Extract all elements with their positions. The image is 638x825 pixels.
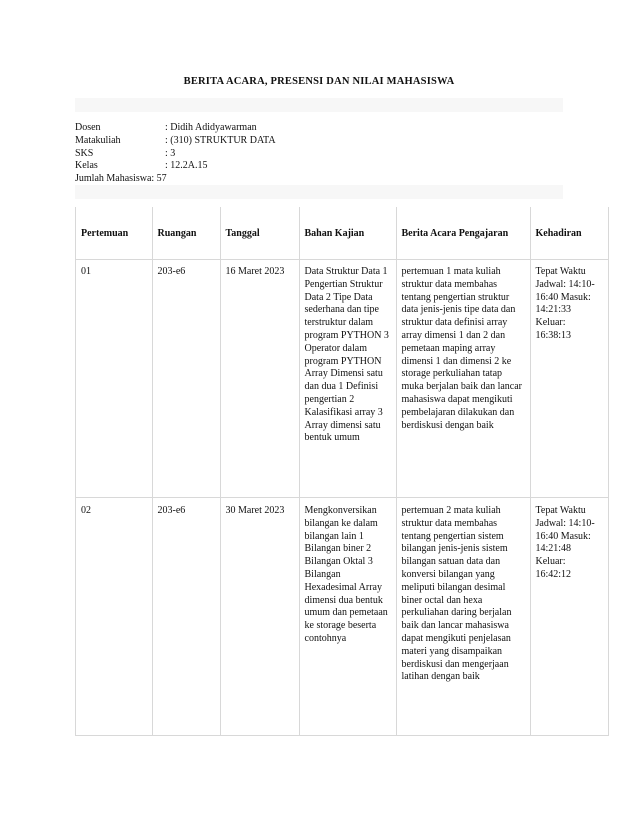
info-row-matakuliah <box>75 135 276 148</box>
info-label: Jumlah Mahasiswa <box>75 173 152 185</box>
cell-ruangan: 203-e6 <box>152 260 220 498</box>
attendance-table-frame <box>75 207 609 736</box>
header-kehadiran: Kehadiran <box>530 207 608 260</box>
shaded-band <box>75 98 563 112</box>
cell-kehadiran: Tepat Waktu Jadwal: 14:10-16:40 Masuk: 14:21:33 Keluar: 16:38:13 <box>530 260 608 498</box>
info-value: : 3 <box>165 147 176 159</box>
cell-bahan-kajian: Data Struktur Data 1 Pengertian Struktur Data 2 Tipe Data sederhana dan tipe terstruktur dalam program PYTHON 3 Operator dalam program PYTHON Array Dimensi satu dan dua 1 Definisi pengertian 2 Kalasifikasi array 3 Array dimensi satu bentuk umum <box>299 260 396 498</box>
info-row-jumlah-mahasiswa <box>75 173 276 186</box>
info-row-kelas <box>75 160 276 173</box>
info-value: : 12.2A.15 <box>165 160 208 172</box>
info-value: : Didih Adidyawarman <box>165 122 257 133</box>
shaded-band <box>75 185 563 199</box>
info-row-dosen <box>75 122 276 135</box>
cell-bahan-kajian: Mengkonversikan bilangan ke dalam bilangan lain 1 Bilangan biner 2 Bilangan Oktal 3 Bilangan Hexadesimal Array dimensi dua bentuk umum dan pemetaan ke storage beserta contohnya <box>299 498 396 736</box>
attendance-table <box>76 207 608 736</box>
page-title: BERITA ACARA, PRESENSI DAN NILAI MAHASISWA <box>183 76 455 87</box>
cell-pertemuan: 01 <box>76 260 152 498</box>
info-value: : 57 <box>151 173 167 185</box>
header-pertemuan: Pertemuan <box>76 207 152 260</box>
table-row <box>76 498 608 736</box>
cell-pertemuan: 02 <box>76 498 152 736</box>
header-bahan-kajian: Bahan Kajian <box>299 207 396 260</box>
table-row <box>76 260 608 498</box>
info-label: Matakuliah <box>75 134 121 146</box>
cell-tanggal: 30 Maret 2023 <box>220 498 299 736</box>
header-berita-acara: Berita Acara Pengajaran <box>396 207 530 260</box>
cell-berita-acara: pertemuan 2 mata kuliah struktur data membahas tentang pengertian sistem bilangan jenis-jenis sistem bilangan satuan data dan konversi bilangan yang meliputi bilangan desimal biner octal dan hexa perkuliahan daring berjalan baik dan lancar mahasiswa dapat mengikuti penjelasan materi yang disampaikan berdiskusi dan mengerjaan latihan dengan baik <box>396 498 530 736</box>
cell-tanggal: 16 Maret 2023 <box>220 260 299 498</box>
table-header-row <box>76 207 608 260</box>
info-value: : (310) STRUKTUR DATA <box>165 134 276 146</box>
header-tanggal: Tanggal <box>220 207 299 260</box>
info-label: SKS <box>75 147 94 159</box>
cell-kehadiran: Tepat Waktu Jadwal: 14:10-16:40 Masuk: 14:21:48 Keluar: 16:42:12 <box>530 498 608 736</box>
info-label: Dosen <box>75 122 101 133</box>
info-row-sks <box>75 148 276 161</box>
course-info <box>75 122 276 186</box>
cell-berita-acara: pertemuan 1 mata kuliah struktur data membahas tentang pengertian struktur data jenis-jenis tipe data dan struktur data definisi array array dimensi 1 dan 2 dan pemetaan maping array dimensi 1 dan dimensi 2 ke storage perkuliahan tatap muka berjalan baik dan lancar mahasiswa dapat mengikuti pembelajaran dilakukan dan berdiskusi dengan baik <box>396 260 530 498</box>
header-ruangan: Ruangan <box>152 207 220 260</box>
cell-ruangan: 203-e6 <box>152 498 220 736</box>
info-label: Kelas <box>75 160 98 172</box>
